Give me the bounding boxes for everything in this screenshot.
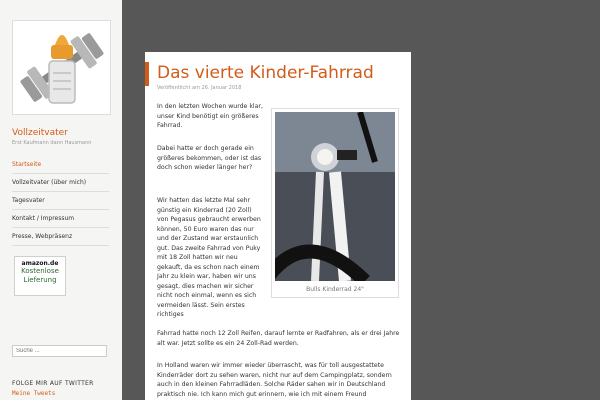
main-navigation — [12, 156, 109, 246]
nav-item-vollzeitvater[interactable]: Vollzeitvater (über mich) — [12, 174, 109, 192]
nav-item-tagesvater[interactable]: Tagesvater — [12, 192, 109, 210]
post-image-figure[interactable] — [271, 108, 399, 298]
amazon-logo-text: amazon.de — [21, 260, 59, 267]
nav-item-kontakt[interactable]: Kontakt / Impressum — [12, 210, 109, 228]
site-title[interactable]: Vollzeitvater — [12, 128, 68, 138]
post-title[interactable]: Das vierte Kinder-Fahrrad — [157, 63, 374, 83]
amazon-banner[interactable] — [14, 256, 66, 296]
post-paragraph: In Holland waren wir immer wieder überrascht, was für toll ausgestattete Kinderräder dort zu sehen waren, nicht nur auf dem Campingplatz, sondern auch in den kleinen Fahrradläden. Solche Räder sahen wir in Deutschland praktisch nie. Ich kann mich gut erinnern, wie ich mit einem Freund — [157, 362, 392, 398]
post-paragraph: Wir hatten das letzte Mal sehr günstig ein Kinderrad (20 Zoll) von Pegasus gebraucht erwerben können, 50 Euro waren das nur und der Zustand war erstaunlich gut. Das zweite Fahrrad von Puky mit 18 Zoll hatten wir neu gekauft, da es schon nach einem Jahr zu klein war, haben wir uns gesagt, dies machen wir sicher nicht noch einmal, wenn es sich vermeiden lässt. Sein erstes richtiges — [157, 197, 261, 318]
sidebar — [0, 0, 122, 400]
search-input[interactable] — [12, 345, 107, 357]
amazon-line2: Lieferung — [23, 276, 57, 284]
bicycle-photo — [275, 112, 395, 281]
tweets-link[interactable]: Meine Tweets — [12, 390, 56, 397]
post-paragraph: Fahrrad hatte noch 12 Zoll Reifen, darauf lernte er Radfahren, als er drei Jahre alt war. Jetzt sollte es ein 24 Zoll-Rad werden. — [157, 330, 400, 347]
dumbbell-bottle-icon — [13, 21, 110, 114]
post-article — [145, 52, 411, 400]
post-paragraph: Dabei hatte er doch gerade ein größeres bekommen, oder ist das doch schon wieder länger her? — [157, 145, 262, 171]
amazon-line1: Kostenlose — [21, 267, 59, 275]
title-accent-bar — [145, 62, 149, 86]
nav-item-presse[interactable]: Presse, Webpräsenz — [12, 228, 109, 246]
twitter-widget-title: FOLGE MIR AUF TWITTER — [12, 380, 94, 387]
site-logo[interactable] — [12, 20, 111, 115]
site-description: Erst Kaufmann dann Hausmann — [12, 140, 92, 146]
bicycle-image — [275, 112, 395, 281]
image-caption: Bulls Kinderrad 24" — [306, 286, 364, 293]
post-date: Veröffentlicht am 26. Januar 2018 — [157, 85, 242, 91]
post-paragraph: In den letzten Wochen wurde klar, unser Kind benötigt ein größeres Fahrrad. — [157, 103, 263, 129]
nav-item-startseite[interactable]: Startseite — [12, 156, 109, 174]
